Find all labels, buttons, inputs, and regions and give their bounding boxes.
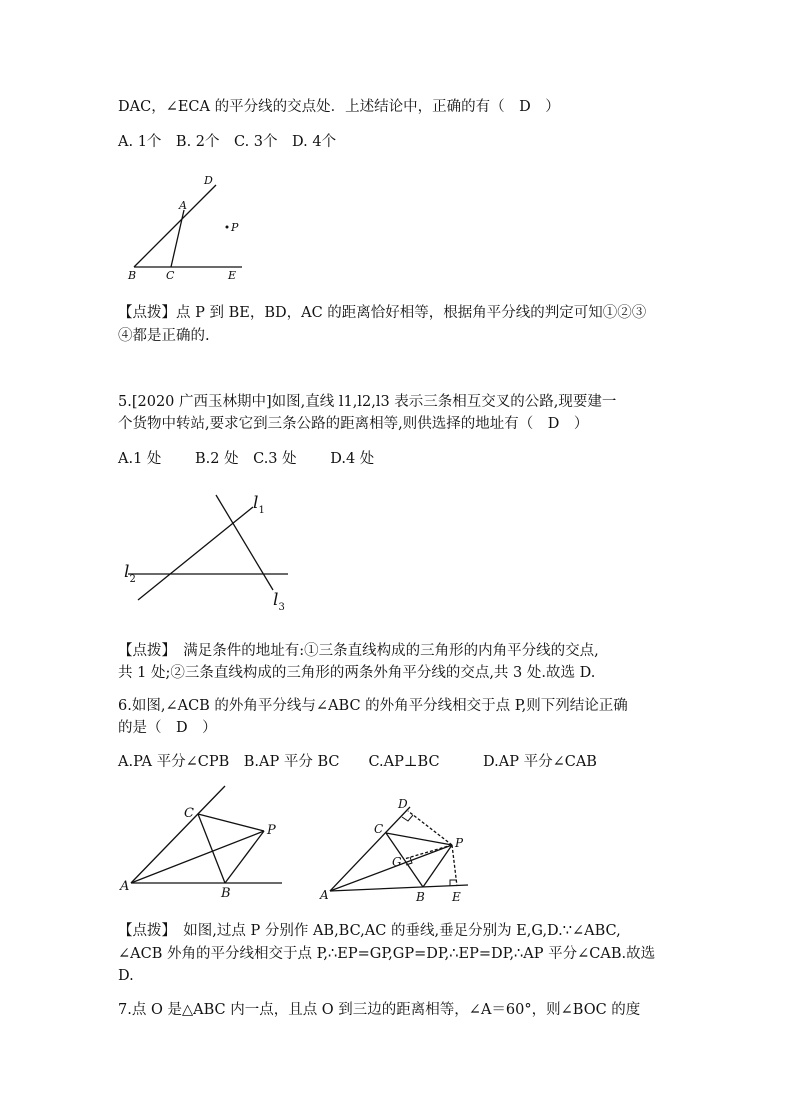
label-b: B <box>416 890 425 904</box>
line-ac-extended <box>131 786 225 883</box>
label-d: D <box>398 797 408 811</box>
label-e: E <box>452 890 461 904</box>
q4-hint-line1: 【点拨】点 P 到 BE，BD，AC 的距离恰好相等，根据角平分线的判定可知①②③ <box>118 305 647 321</box>
line-cp <box>198 814 264 831</box>
q6-figure1 <box>118 780 288 900</box>
label-l3: $l_3$ <box>273 590 285 613</box>
label-b: B <box>128 269 137 282</box>
label-l2: $l_2$ <box>124 562 136 585</box>
q6-options: A.PA 平分∠CPB B.AP 平分 BC C.AP⊥BC D.AP 平分∠CAB <box>118 754 597 770</box>
q5-hint-line2: 共 1 处;②三条直线构成的三角形的两条外角平分线的交点,共 3 处.故选 D. <box>118 665 596 681</box>
point-p <box>226 226 229 229</box>
q6-text-line2: 的是（ D ） <box>118 720 217 736</box>
line-pd <box>408 811 452 845</box>
label-p: P <box>231 221 239 234</box>
q7-text-line1: 7.点 O 是△ABC 内一点，且点 O 到三边的距离相等，∠A＝60°，则∠BOC 的度 <box>118 1002 641 1018</box>
label-b: B <box>221 886 231 900</box>
line-bp <box>423 845 452 887</box>
label-e: E <box>228 269 237 282</box>
label-g: G <box>392 855 402 869</box>
right-angle-d <box>402 815 413 821</box>
line-l1 <box>138 507 253 600</box>
label-p: P <box>455 836 464 850</box>
q6-hint-line2: ∠ACB 外角的平分线相交于点 P,∴EP=GP,GP=DP,∴EP=DP,∴AP 平分∠CAB.故选 <box>118 946 656 962</box>
line-ab-extended <box>330 885 468 891</box>
q6-hint-line1: 【点拨】 如图,过点 P 分别作 AB,BC,AC 的垂线,垂足分别为 E,G,D.∵∠ABC, <box>118 923 621 939</box>
q6-text-line1: 6.如图,∠ACB 的外角平分线与∠ABC 的外角平分线相交于点 P,则下列结论正确 <box>118 698 628 714</box>
label-a: A <box>320 888 329 902</box>
line-ac <box>171 210 184 267</box>
label-c: C <box>166 269 175 282</box>
q5-options: A.1 处 B.2 处 C.3 处 D.4 处 <box>118 451 375 467</box>
label-l1: $l_1$ <box>253 493 265 516</box>
q6-figure2 <box>318 795 478 905</box>
label-c: C <box>374 822 384 836</box>
q6-hint-line3: D. <box>118 968 134 984</box>
q5-text-line2: 个货物中转站,要求它到三条公路的距离相等,则供选择的地址有（ D ） <box>118 416 589 432</box>
label-d: D <box>204 174 213 187</box>
label-a: A <box>179 199 187 212</box>
line-bd <box>134 185 216 267</box>
q5-hint-line1: 【点拨】 满足条件的地址有:①三条直线构成的三角形的内角平分线的交点, <box>118 643 599 659</box>
q4-text-line: DAC，∠ECA 的平分线的交点处．上述结论中，正确的有（ D ） <box>118 99 560 115</box>
line-ap <box>330 845 452 891</box>
line-ac-extended <box>330 807 410 891</box>
line-pg <box>404 845 452 859</box>
q5-text-line1: 5.[2020 广西玉林期中]如图,直线 l1,l2,l3 表示三条相互交叉的公路,现要建一 <box>118 394 617 410</box>
q4-figure <box>118 170 258 282</box>
label-c: C <box>184 806 194 821</box>
label-a: A <box>120 879 130 894</box>
line-cp <box>386 833 452 845</box>
q4-hint-line2: ④都是正确的. <box>118 328 210 344</box>
q5-figure <box>118 485 298 615</box>
label-p: P <box>267 823 276 838</box>
q4-options: A. 1个 B. 2个 C. 3个 D. 4个 <box>118 134 337 150</box>
